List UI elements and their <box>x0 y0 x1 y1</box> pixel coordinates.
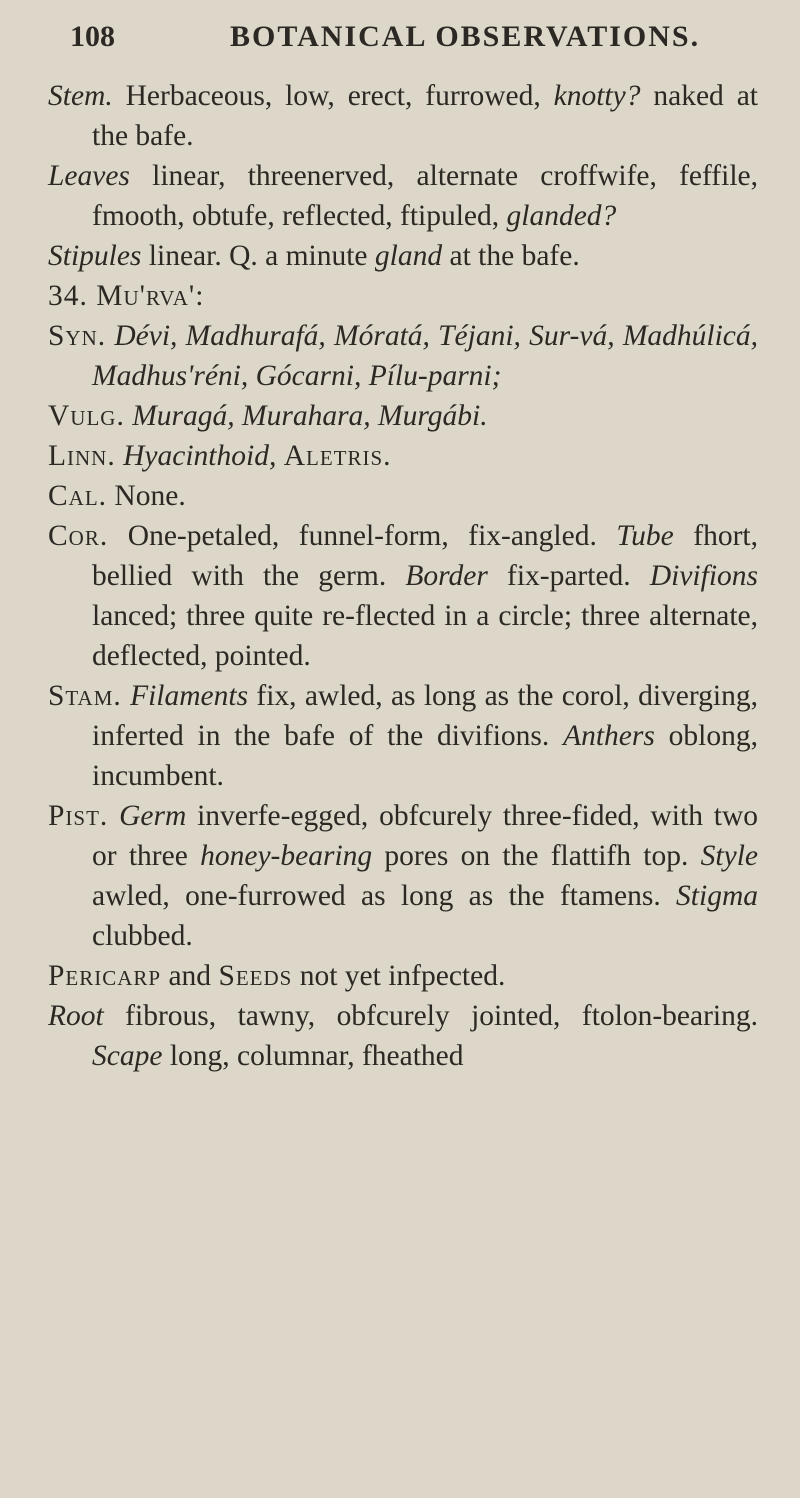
entry-linnaeus <box>48 436 758 476</box>
entry-text <box>122 680 130 712</box>
entry-text: fhort, bellied with the germ. <box>92 520 758 592</box>
entry-text: None. <box>107 480 186 512</box>
entry-label: Pericarp <box>48 960 162 992</box>
entry-label: Root <box>48 1000 104 1032</box>
entry-stem <box>48 76 758 156</box>
entry-label: Stem. <box>48 80 113 112</box>
entry-text: Muragá, Murahara, Murgábi. <box>132 400 488 432</box>
entry-text: Anthers <box>563 720 655 752</box>
entry-text: long, columnar, fheathed <box>162 1040 464 1072</box>
entry-text: Filaments <box>130 680 249 712</box>
entry-corolla <box>48 516 758 676</box>
entry-label: Vulg. <box>48 400 125 432</box>
entry-text: lanced; three quite re-flected in a circle; three alternate, deflected, pointed. <box>92 600 758 672</box>
entry-text: inverfe-egged, obfcurely three-fided, with two or three <box>92 800 758 872</box>
entry-text: gland <box>374 240 443 272</box>
entry-text: Herbaceous, low, erect, furrowed, <box>112 80 554 112</box>
entry-text: at the bafe. <box>442 240 580 272</box>
entry-text: pores on the flattifh top. <box>372 840 701 872</box>
entry-text: Border <box>405 560 488 592</box>
entry-stamens <box>48 676 758 796</box>
running-head <box>48 20 758 76</box>
body-text <box>48 76 758 1076</box>
entry-text: Stigma <box>676 880 758 912</box>
entry-text: Dévi, Madhurafá, Móratá, Téjani, Sur-vá, Madhúlicá, Madhus'réni, Gócarni, Pílu-parni; <box>92 320 759 392</box>
entry-text: fix-parted. <box>487 560 650 592</box>
entry-text: glanded? <box>506 200 617 232</box>
entry-text: and <box>161 960 219 992</box>
entry-label: Cor. <box>48 520 109 552</box>
entry-label: Syn. <box>48 320 107 352</box>
entry-calyx <box>48 476 758 516</box>
entry-synonyms <box>48 316 758 396</box>
entry-text <box>276 440 283 472</box>
entry-label: 34. Mu'rva': <box>48 280 205 312</box>
entry-vulgar-names <box>48 396 758 436</box>
entry-text: linear, threenerved, alternate croffwife, feffile, fmooth, obtufe, reflected, ftipuled, <box>92 160 758 232</box>
entry-leaves <box>48 156 758 236</box>
entry-plant-heading <box>48 276 758 316</box>
entry-text: clubbed. <box>92 920 193 952</box>
entry-text: Hyacinthoid, <box>123 440 277 472</box>
entry-label: Aletris. <box>283 440 392 472</box>
entry-label: Seeds <box>218 960 293 992</box>
entry-text: naked at the bafe. <box>92 80 758 152</box>
entry-text: fix, awled, as long as the corol, diverging, inferted in the bafe of the divifions. <box>92 680 759 752</box>
entry-stipules <box>48 236 758 276</box>
entry-label: Cal. <box>48 480 108 512</box>
entry-text: fibrous, tawny, obfcurely jointed, ftolon-bearing. <box>103 1000 758 1032</box>
entry-text: awled, one-furrowed as long as the ftamens. <box>92 880 677 912</box>
entry-text: linear. Q. a minute <box>141 240 375 272</box>
entry-text: not yet infpected. <box>292 960 506 992</box>
entry-label: Leaves <box>48 160 130 192</box>
entry-text: Tube <box>616 520 674 552</box>
entry-text <box>116 440 123 472</box>
entry-text: knotty? <box>553 80 641 112</box>
entry-label: Pist. <box>48 800 109 832</box>
entry-pistil <box>48 796 758 956</box>
entry-text <box>108 800 119 832</box>
entry-label: Linn. <box>48 440 116 472</box>
entry-text: Style <box>700 840 758 872</box>
entry-text: Germ <box>119 800 187 832</box>
entry-text: honey-bearing <box>200 840 373 872</box>
entry-text: Scape <box>92 1040 163 1072</box>
entry-label: Stipules <box>48 240 142 272</box>
entry-text: One-petaled, funnel-form, fix-angled. <box>108 520 617 552</box>
page-number: 108 <box>70 20 115 53</box>
running-title: BOTANICAL OBSERVATIONS. <box>230 20 701 53</box>
entry-label: Stam. <box>48 680 122 712</box>
entry-text: oblong, incumbent. <box>92 720 758 792</box>
entry-root <box>48 996 758 1076</box>
entry-pericarp <box>48 956 758 996</box>
entry-text: Divifions <box>649 560 758 592</box>
